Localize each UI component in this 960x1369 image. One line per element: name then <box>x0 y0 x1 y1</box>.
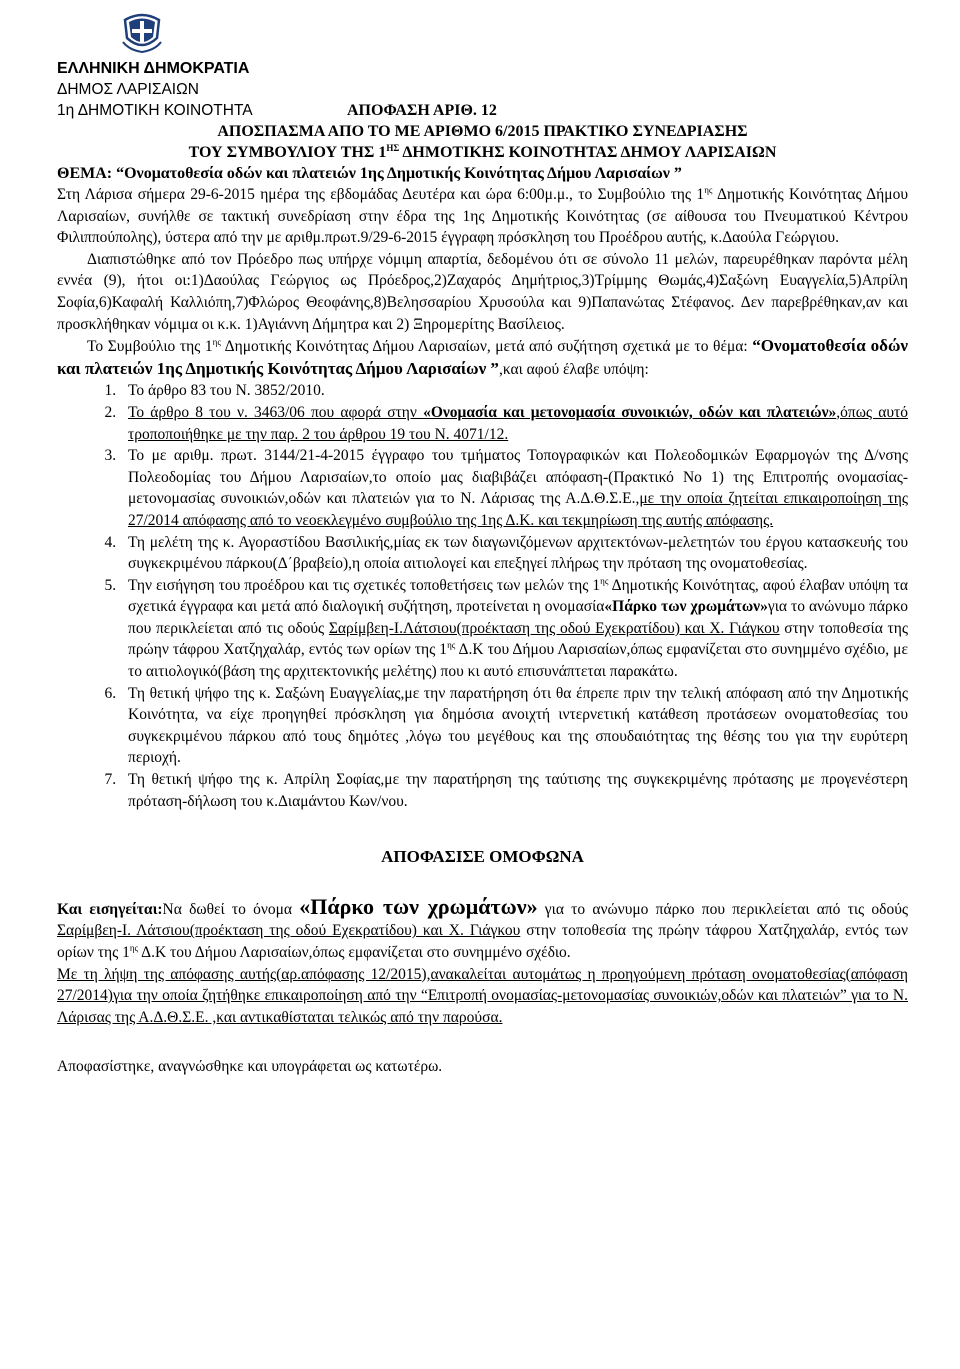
list-item: 2. Το άρθρο 8 του ν. 3463/06 που αφορά στην «Ονομασία και μετονομασία συνοικιών, οδών και πλατειών»,όπως αυτό τροποποιήθηκε με την παρ. 2 του άρθρου 19 του Ν. 4071/12. <box>120 402 908 445</box>
closing-line: Αποφασίστηκε, αναγνώσθηκε και υπογράφεται ως κατωτέρω. <box>57 1058 443 1076</box>
list-item: 4. Τη μελέτη της κ. Αγοραστίδου Βασιλικής,μίας εκ των διαγωνιζόμενων αρχιτεκτόνων-μελετητών του έργου κατασκευής του συγκεκριμένου πάρκου(Δ΄βραβείο),η οποία αιτιολογεί και επεξηγεί πλήρως την πρόταση της ονοματοθεσίας. <box>120 532 908 575</box>
list-item: 3. Το με αριθμ. πρωτ. 3144/21-4-2015 έγγραφο του τμήματος Τοπογραφικών και Πολεοδομικών Εφαρμογών της Δ/νσης Πολεοδομίας του Δήμου Λαρισαίων,το οποίο μας διαβιβάζει απόφαση-(Πρακτικό Νο 1) της Επιτροπής ονομασίας-μετονομασίας συνοικιών,οδών και πλατειών για το Ν. Λάρισας της Α.Δ.Θ.Σ.Ε.,με την οποία ζητείται επικαιροποίηση της 27/2014 απόφασης από το νεοεκλεγμένο συμβούλιο της 1ης Δ.Κ. και τεκμηρίωση της αυτής απόφασης. <box>120 445 908 531</box>
paragraph-considerations: Το Συμβούλιο της $1^{\eta\varsigma}$ Δημοτικής Κοινότητας Δήμου Λαρισαίων, μετά από συζήτηση σχετικά με το θέμα: “Ονοματοθεσία οδών και πλατειών 1ης Δημοτικής Κοινότητας Δήμου Λαρισαίων ”,και αφού έλαβε υπόψη: <box>57 336 908 378</box>
subject-line: ΘΕΜΑ: “Ονοματοθεσία οδών και πλατειών 1ης Δημοτικής Κοινότητας Δήμου Λαρισαίων ” <box>57 165 682 182</box>
list-item: 7. Τη θετική ψήφο της κ. Απρίλη Σοφίας,με την παρατήρηση της ταύτισης της συγκεκριμένης πρότασης με προγενέστερη πρόταση-δήλωση του κ.Διαμάντου Κων/νου. <box>120 769 908 812</box>
header-country: ΕΛΛΗΝΙΚΗ ΔΗΜΟΚΡΑΤΙΑ <box>57 60 250 77</box>
list-item: 6. Τη θετική ψήφο της κ. Σαξώνη Ευαγγελίας,με την παρατήρηση ότι θα έπρεπε πριν την τελική απόφαση από την Δημοτικής Κοινότητα, να είχε προηγηθεί πρόσκληση για δημόσια ανοιχτή ιντερνετική κατάθεση προτάσεων ονοματοθεσίας του συγκεκριμένου πάρκου από τους δημότες ,λόγω του μεγέθους και της σπουδαιότητας της θέσης του για την ευρύτερη περιοχή. <box>120 683 908 769</box>
paragraph-proposal: Και εισηγείται:Να δωθεί το όνομα «Πάρκο των χρωμάτων» για το ανώνυμο πάρκο που περικλείεται από τις οδούς Σαρίμβεη-Ι. Λάτσιου(προέκταση της οδού Εχεκρατίδου) και Χ. Γιάγκου στην τοποθεσία της πρώην τάφρου Χατζηχαλάρ, εντός των ορίων της $1^{\eta\varsigma}$ Δ.Κ του Δήμου Λαρισαίων,όπως εμφανίζεται στο συνημμένο σχέδιο. <box>57 893 909 961</box>
list-item: 1. Το άρθρο 83 του Ν. 3852/2010. <box>120 380 908 402</box>
extract-line: ΑΠΟΣΠΑΣΜΑ ΑΠΟ ΤΟ ΜΕ ΑΡΙΘΜΟ 6/2015 ΠΡΑΚΤΙΚΟ ΣΥΝΕΔΡΙΑΣΗΣ <box>217 123 748 140</box>
greek-coat-of-arms-icon <box>119 8 165 54</box>
paragraph-session: Στη Λάρισα σήμερα 29-6-2015 ημέρα της εβδομάδας Δευτέρα και ώρα 6:00μ.μ., το Συμβούλιο της $1^{\eta\varsigma}$ Δημοτικής Κοινότητας Δήμου Λαρισαίων, συνήλθε σε τακτική συνεδρίαση στην έδρα της 1ης Δημοτικής Κοινότητας (σε αίθουσα του Πνευματικού Κέντρου Φιλιππούπολης), ύστερα από την με αριθμ.πρωτ.9/29-6-2015 έγγραφη πρόσκληση του Προέδρου αυτής, κ.Δαούλα Γεώργιου. <box>57 185 908 247</box>
decision-title: ΑΠΟΦΑΣΙΣΕ ΟΜΟΦΩΝΑ <box>381 847 584 867</box>
list-item: 5. Την εισήγηση του προέδρου και τις σχετικές τοποθετήσεις των μελών της $1^{\eta\varsigma}$ Δημοτικής Κοινότητας, αφού έλαβαν υπόψη τα σχετικά έγγραφα και μετά από διαλογική συζήτηση, προτείνεται η ονομασία«Πάρκο των χρωμάτων»για το ανώνυμο πάρκο που περικλείεται από τις οδούς Σαρίμβεη-Ι.Λάτσιου(προέκταση της οδού Εχεκρατίδου) και Χ. Γιάγκου στην τοποθεσία της πρώην τάφρου Χατζηχαλάρ, εντός των ορίων της $1^{\eta\varsigma}$ Δ.Κ του Δήμου Λαρισαίων,όπως εμφανίζεται στο συνημμένο σχέδιο, με το αιτιολογικό(βάση της αρχιτεκτονικής μελέτης) που κι αυτό επισυνάπτεται παρακάτω. <box>120 575 908 683</box>
decision-number: ΑΠΟΦΑΣΗ ΑΡΙΘ. 12 <box>347 102 497 119</box>
header-municipality: ΔΗΜΟΣ ΛΑΡΙΣΑΙΩΝ <box>57 81 199 98</box>
paragraph-quorum: Διαπιστώθηκε από τον Πρόεδρο πως υπήρχε νόμιμη απαρτία, δεδομένου ότι σε σύνολο 11 μελών, παρευρέθηκαν παρόντα μέλη εννέα (9), ήτοι οι:1)Δαούλας Γεώργιος ως Πρόεδρος,2)Ζαχαρός Δημήτριος,3)Τρίμμης Θωμάς,4)Σαξώνη Ευαγγελία,5)Απρίλη Σοφία,6)Καφαλή Καλλιόπη,7)Φλώρος Θεοφάνης,8)Βελησσαρίου Χρυσούλα και 9)Παπανώτας Στέφανος. Δεν παρεβρέθηκαν,αν και προσκλήθηκαν νόμιμα οι κ.κ. 1)Αγιάννη Δήμητρα και 2) Ξηρομερίτης Βασίλειος. <box>57 250 908 333</box>
council-line: ΤΟΥ ΣΥΜΒΟΥΛΙΟΥ ΤΗΣ $1^{H\Sigma}$ ΔΗΜΟΤΙΚΗΣ ΚΟΙΝΟΤΗΤΑΣ ΔΗΜΟΥ ΛΑΡΙΣΑΙΩΝ <box>188 143 777 161</box>
considerations-list <box>57 380 908 812</box>
header-decision-row <box>57 100 908 121</box>
paragraph-revocation: Με τη λήψη της απόφασης αυτής(αρ.απόφασης 12/2015),ανακαλείται αυτομάτως η προηγούμενη πρόταση ονοματοθεσίας(απόφαση 27/2014)για την οποία ζητήθηκε επικαιροποίηση από την “Επιτροπή ονομασίας-μετονομασίας συνοικιών,οδών και πλατειών” για το Ν. Λάρισας της Α.Δ.Θ.Σ.Ε. ,και αντικαθίσταται τελικώς από την παρούσα. <box>57 965 908 1026</box>
header-community: 1η ΔΗΜΟΤΙΚΗ ΚΟΙΝΟΤΗΤΑ <box>57 102 253 119</box>
